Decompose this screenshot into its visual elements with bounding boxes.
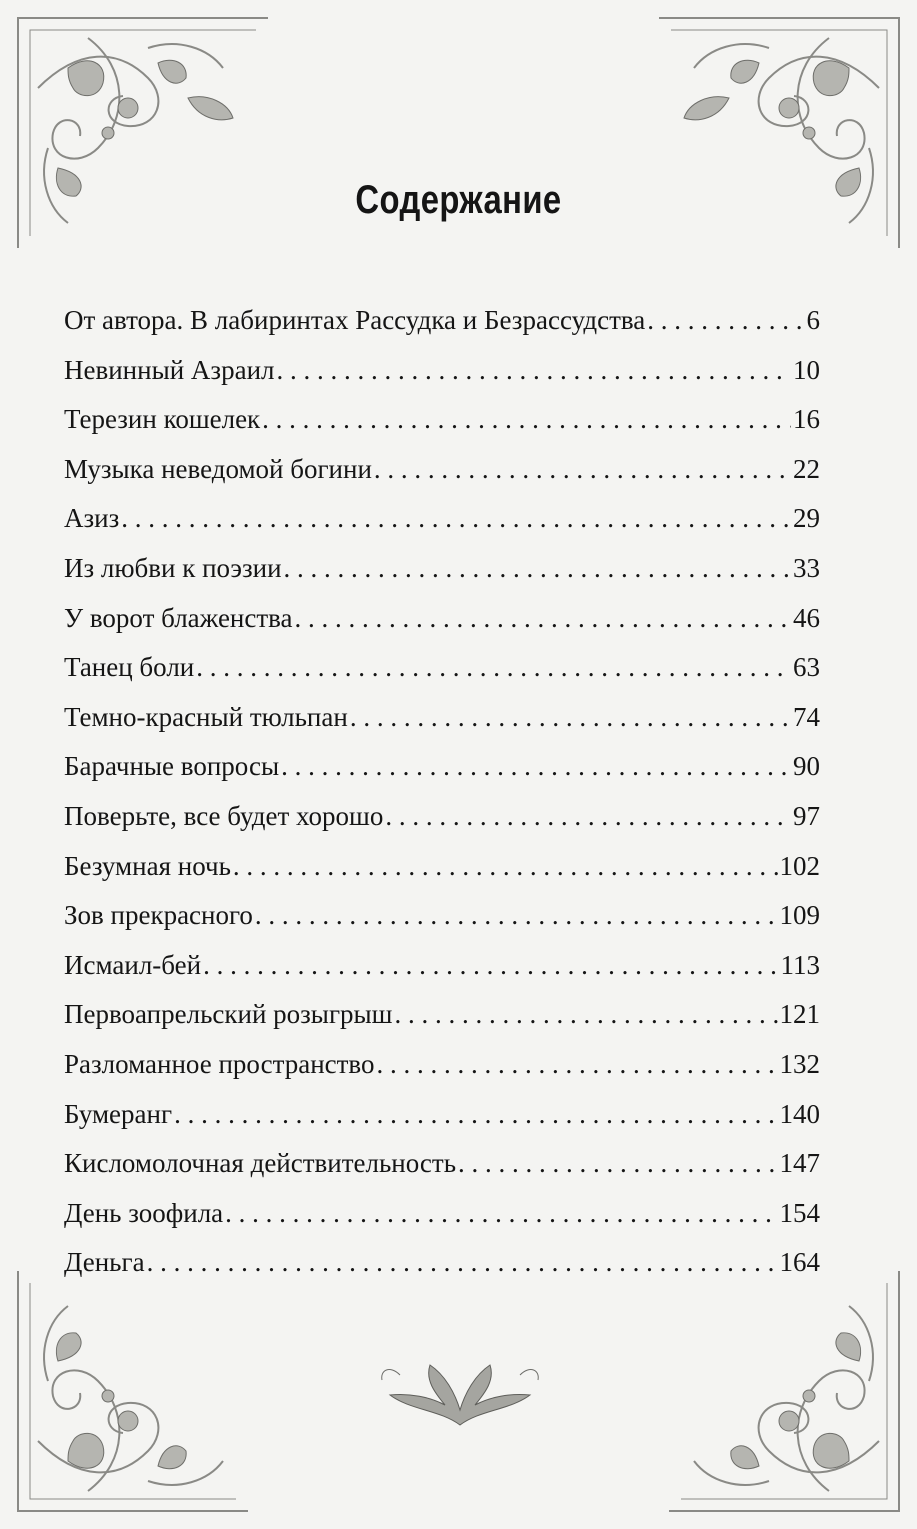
toc-entry	[64, 990, 820, 1040]
dot-leader	[233, 842, 778, 892]
toc-entry-title: Барачные вопросы	[64, 751, 280, 782]
toc-entry-title: Терезин кошелек	[64, 404, 261, 435]
toc-entry-page: 164	[779, 1247, 820, 1278]
leaf-flourish-icon	[370, 1355, 550, 1435]
toc-entry	[64, 693, 820, 743]
toc-entry-title: Первоапрельский розыгрыш	[64, 999, 393, 1030]
toc-entry-page: 46	[793, 602, 820, 633]
toc-entry	[64, 445, 820, 495]
toc-entry-title: Зов прекрасного	[64, 900, 253, 931]
dot-leader	[281, 742, 791, 792]
dot-leader	[174, 1090, 777, 1140]
toc-entry-title: Темно-красный тюльпан	[64, 701, 348, 732]
toc-entry-page: 132	[779, 1048, 820, 1079]
page-title: Содержание	[355, 178, 562, 222]
dot-leader	[196, 643, 791, 693]
toc-entry-page: 6	[806, 305, 820, 335]
corner-flourish-icon	[659, 1261, 909, 1521]
dot-leader	[295, 594, 791, 644]
dot-leader	[262, 395, 791, 445]
toc-entry-page: 147	[779, 1148, 820, 1179]
toc-entry	[64, 891, 820, 941]
toc-entry-page: 29	[793, 503, 820, 534]
toc-entry-page: 10	[793, 354, 820, 385]
toc-entry-title: Разломанное пространство	[64, 1048, 375, 1079]
toc-entry-title: Кисломолочная действительность	[64, 1148, 457, 1179]
toc-entry	[64, 1189, 820, 1239]
toc-entry-page: 109	[779, 900, 820, 931]
toc-entry-page: 121	[779, 999, 820, 1030]
toc-entry-page: 22	[793, 453, 820, 484]
toc-entry	[64, 1040, 820, 1090]
table-of-contents	[64, 296, 820, 1288]
toc-entry	[64, 296, 820, 346]
toc-entry-page: 154	[779, 1197, 820, 1228]
toc-entry	[64, 792, 820, 842]
dot-leader	[374, 445, 791, 495]
toc-entry-title: Музыка неведомой богини	[64, 453, 372, 484]
toc-entry-title: Исмаил-бей	[64, 949, 202, 980]
toc-entry-page: 140	[779, 1098, 820, 1129]
toc-entry	[64, 1238, 820, 1288]
toc-entry-title: Поверьте, все будет хорошо	[64, 800, 384, 831]
dot-leader	[458, 1139, 777, 1189]
toc-entry	[64, 544, 820, 594]
dot-leader	[225, 1189, 777, 1239]
dot-leader	[121, 494, 791, 544]
toc-entry	[64, 346, 820, 396]
toc-entry-title: День зоофила	[64, 1197, 224, 1228]
toc-entry-page: 113	[780, 949, 820, 980]
toc-entry	[64, 742, 820, 792]
toc-entry-page: 97	[793, 800, 820, 831]
toc-entry	[64, 494, 820, 544]
dot-leader	[350, 693, 791, 743]
toc-entry	[64, 842, 820, 892]
toc-entry-title: Невинный Азраил	[64, 354, 275, 385]
toc-entry	[64, 1139, 820, 1189]
dot-leader	[277, 346, 792, 396]
toc-entry-title: Азиз	[64, 503, 120, 534]
corner-flourish-icon	[8, 1261, 258, 1521]
toc-entry-title: Безумная ночь	[64, 850, 231, 881]
toc-entry-page: 33	[793, 552, 820, 583]
toc-entry-page: 90	[793, 751, 820, 782]
dot-leader	[377, 1040, 778, 1090]
toc-entry	[64, 1090, 820, 1140]
toc-entry-title: От автора. В лабиринтах Рассудка и Безрассудства	[64, 305, 646, 335]
toc-entry-page: 16	[793, 404, 820, 435]
toc-entry-page: 102	[779, 850, 820, 881]
toc-entry	[64, 594, 820, 644]
dot-leader	[255, 891, 778, 941]
dot-leader	[385, 792, 791, 842]
dot-leader	[394, 990, 777, 1040]
toc-entry-page: 63	[793, 652, 820, 683]
dot-leader	[147, 1238, 778, 1288]
toc-entry-title: Бумеранг	[64, 1098, 173, 1129]
dot-leader	[284, 544, 791, 594]
toc-entry	[64, 395, 820, 445]
toc-entry-title: Танец боли	[64, 652, 195, 683]
dot-leader	[203, 941, 778, 991]
toc-entry-title: Из любви к поэзии	[64, 552, 282, 583]
toc-entry-page: 74	[793, 701, 820, 732]
toc-entry	[64, 941, 820, 991]
toc-entry-title: У ворот блаженства	[64, 602, 293, 633]
toc-entry-title: Деньга	[64, 1247, 145, 1278]
dot-leader	[647, 296, 804, 346]
toc-entry	[64, 643, 820, 693]
